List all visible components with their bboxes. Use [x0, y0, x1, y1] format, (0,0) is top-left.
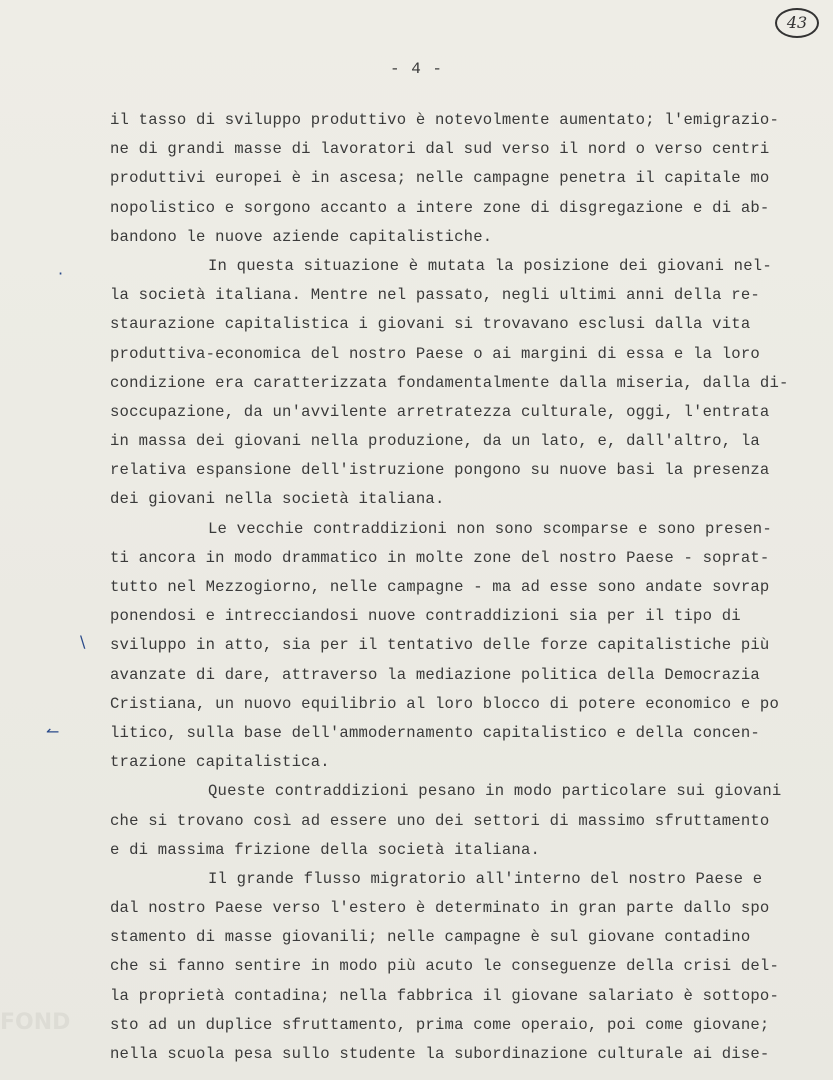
- text-line: nopolistico e sorgono accanto a intere zone di disgregazione e di ab-: [110, 198, 770, 217]
- archive-watermark: FOND: [0, 1010, 71, 1035]
- text-line: che si fanno sentire in modo più acuto le conseguenze della crisi del-: [110, 957, 780, 976]
- text-line: avanzate di dare, attraverso la mediazione politica della Democrazia: [110, 665, 760, 684]
- paragraph: [110, 865, 810, 1069]
- text-line: la società italiana. Mentre nel passato, negli ultimi anni della re-: [110, 286, 760, 305]
- text-line: che si trovano così ad essere uno dei settori di massimo sfruttamento: [110, 811, 770, 830]
- text-line: Queste contraddizioni pesano in modo particolare sui giovani: [208, 782, 782, 801]
- text-line: ponendosi e intrecciandosi nuove contraddizioni sia per il tipo di: [110, 607, 741, 626]
- archive-stamp: 43: [775, 8, 819, 38]
- paragraph: [110, 515, 810, 778]
- text-line: il tasso di sviluppo produttivo è notevolmente aumentato; l'emigrazio-: [110, 111, 780, 129]
- text-line: tutto nel Mezzogiorno, nelle campagne - ma ad esse sono andate sovrap: [110, 578, 770, 596]
- text-line: produttivi europei è in ascesa; nelle campagne penetra il capitale mo: [110, 169, 770, 188]
- text-line: in massa dei giovani nella produzione, da un lato, e, dall'altro, la: [110, 432, 760, 451]
- text-line: bandono le nuove aziende capitalistiche.: [110, 227, 493, 246]
- text-line: relativa espansione dell'istruzione pongono su nuove basi la presenza: [110, 461, 770, 480]
- text-line: stamento di masse giovanili; nelle campagne è sul giovane contadino: [110, 928, 751, 947]
- paragraph: [110, 252, 810, 515]
- text-line: Le vecchie contraddizioni non sono scomparse e sono presen-: [208, 519, 772, 538]
- text-line: staurazione capitalistica i giovani si trovavano esclusi dalla vita: [110, 315, 751, 334]
- text-line: condizione era caratterizzata fondamentalmente dalla miseria, dalla di-: [110, 373, 789, 392]
- margin-tick-mark: \: [80, 632, 86, 651]
- text-line: trazione capitalistica.: [110, 753, 330, 772]
- margin-dot-mark: ·: [58, 264, 64, 283]
- document-body: [110, 106, 810, 1069]
- margin-arrow-mark: ↼: [46, 722, 60, 741]
- text-line: e di massima frizione della società italiana.: [110, 840, 541, 859]
- text-line: litico, sulla base dell'ammodernamento capitalistico e della concen-: [110, 723, 760, 742]
- page-number: - 4 -: [389, 60, 443, 78]
- text-line: dal nostro Paese verso l'estero è determinato in gran parte dallo spo: [110, 899, 770, 918]
- text-line: Cristiana, un nuovo equilibrio al loro blocco di potere economico e po: [110, 694, 780, 713]
- text-line: Il grande flusso migratorio all'interno del nostro Paese e: [208, 869, 763, 888]
- text-line: nella scuola pesa sullo studente la subordinazione culturale ai dise-: [110, 1045, 770, 1063]
- text-line: In questa situazione è mutata la posizione dei giovani nel-: [208, 256, 772, 275]
- text-line: produttiva-economica del nostro Paese o ai margini di essa e la loro: [110, 344, 760, 363]
- paragraph: [110, 777, 810, 865]
- text-line: ti ancora in modo drammatico in molte zone del nostro Paese - soprat-: [110, 548, 770, 567]
- text-line: sto ad un duplice sfruttamento, prima come operaio, poi come giovane;: [110, 1015, 770, 1034]
- text-line: soccupazione, da un'avvilente arretratezza culturale, oggi, l'entrata: [110, 402, 770, 421]
- text-line: ne di grandi masse di lavoratori dal sud verso il nord o verso centri: [110, 140, 770, 159]
- paragraph: [110, 106, 810, 252]
- text-line: dei giovani nella società italiana.: [110, 490, 445, 509]
- text-line: sviluppo in atto, sia per il tentativo delle forze capitalistiche più: [110, 636, 770, 655]
- text-line: la proprietà contadina; nella fabbrica il giovane salariato è sottopo-: [110, 986, 780, 1005]
